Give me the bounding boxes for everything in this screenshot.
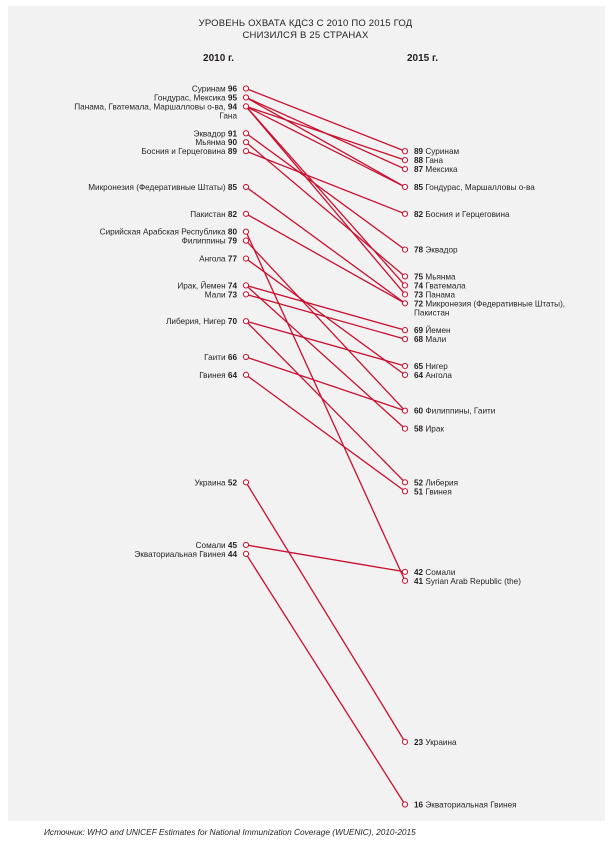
marker-2010 [243,149,248,154]
label-2015: 82 Босния и Герцеговина [414,209,510,219]
column-header-2015: 2015 г. [407,53,438,64]
slope-line [246,482,405,742]
slope-line [246,106,405,187]
label-2010: Панама, Гватемала, Маршалловы о-ва, 94 [74,102,237,112]
marker-2015 [402,337,407,342]
slope-line [246,285,405,330]
label-2015: 52 Либерия [414,478,459,488]
marker-2010 [243,184,248,189]
label-2015: 74 Гватемала [414,281,466,291]
label-2015: 69 Йемен [414,326,451,336]
marker-2015 [402,184,407,189]
marker-2015 [402,328,407,333]
marker-2015 [402,274,407,279]
label-2015: 89 Суринам [414,147,460,157]
marker-2015 [402,489,407,494]
marker-2015 [402,292,407,297]
label-2010: Сомали 45 [195,540,237,550]
marker-2015 [402,363,407,368]
label-2010: Украина 52 [194,478,237,488]
source-text: WHO and UNICEF Estimates for National Immunization Coverage (WUENIC), 2010-2015 [87,827,416,837]
label-2010: Либерия, Нигер 70 [166,317,237,327]
marker-2010 [243,292,248,297]
label-2010: Пакистан 82 [190,209,237,219]
marker-2010 [243,140,248,145]
label-2015: 87 Мексика [414,165,458,175]
marker-2010 [243,86,248,91]
marker-2015 [402,283,407,288]
label-2015: 68 Мали [414,335,447,345]
marker-2015 [402,578,407,583]
marker-2015 [402,426,407,431]
marker-2015 [402,211,407,216]
label-2010: Экваториальная Гвинея 44 [134,549,237,559]
marker-2010 [243,211,248,216]
slope-line [246,321,405,482]
label-2015: 51 Гвинея [414,487,452,497]
label-2010: Микронезия (Федеративные Штаты) 85 [88,182,237,192]
source-label: Источник: [44,827,85,837]
slope-line [246,375,405,491]
labels-layer [74,53,565,810]
marker-2010 [243,283,248,288]
label-2015: Пакистан [414,308,450,318]
slope-line [246,133,405,249]
marker-2015 [402,301,407,306]
marker-2010 [243,372,248,377]
marker-2010 [243,319,248,324]
label-2015: 72 Микронезия (Федеративные Штаты), [414,299,566,309]
label-2010: Ангола 77 [199,254,237,264]
marker-2010 [243,131,248,136]
marker-2010 [243,480,248,485]
label-2015: 64 Ангола [414,370,452,380]
chart-title-line-1: УРОВЕНЬ ОХВАТА КДС3 С 2010 ПО 2015 ГОД [198,18,413,29]
marker-2010 [243,354,248,359]
label-2015: 65 Нигер [414,361,448,371]
label-2010: Мали 73 [204,290,237,300]
marker-2015 [402,739,407,744]
marker-2015 [402,408,407,413]
marker-2010 [243,551,248,556]
marker-2015 [402,166,407,171]
marker-2015 [402,247,407,252]
label-2010: Эквадор 91 [193,129,237,139]
markers-layer [243,86,407,807]
label-2015: 60 Филиппины, Гаити [414,406,496,416]
marker-2010 [243,256,248,261]
marker-2010 [243,229,248,234]
slope-line [246,545,405,572]
marker-2010 [243,238,248,243]
marker-2010 [243,542,248,547]
label-2010: Гана [219,111,237,121]
slope-line [246,142,405,276]
label-2015: 23 Украина [414,737,457,747]
label-2010: Гаити 66 [204,353,237,362]
marker-2015 [402,372,407,377]
slope-line [246,294,405,339]
source-note [44,827,416,837]
slope-line [246,321,405,366]
marker-2015 [402,149,407,154]
label-2015: 78 Эквадор [414,245,458,255]
marker-2010 [243,104,248,109]
label-2015: 16 Экваториальная Гвинея [414,800,517,810]
label-2010: Суринам 96 [191,84,237,94]
label-2010: Босния и Герцеговина 89 [141,147,237,157]
slope-line [246,554,405,805]
label-2015: 88 Гана [414,156,443,166]
label-2010: Гондурас, Мексика 95 [153,93,237,103]
column-header-2010: 2010 г. [203,53,234,64]
label-2010: Филиппины 79 [181,236,237,246]
marker-2015 [402,569,407,574]
label-2015: 75 Мьянма [414,272,456,282]
chart-title-line-2: СНИЗИЛСЯ В 25 СТРАНАХ [242,30,369,41]
marker-2015 [402,802,407,807]
label-2015: 73 Панама [414,290,456,300]
marker-2015 [402,158,407,163]
marker-2010 [243,95,248,100]
label-2010: Гвинея 64 [199,370,237,380]
label-2015: 58 Ирак [414,424,444,434]
label-2015: 42 Сомали [414,567,456,577]
label-2015: 41 Syrian Arab Republic (the) [414,576,521,586]
lines-layer [246,89,405,805]
label-2010: Ирак, Йемен 74 [177,281,237,291]
marker-2015 [402,480,407,485]
label-2010: Сирийская Арабская Республика 80 [99,227,237,237]
slope-line [246,232,405,581]
label-2010: Мьянма 90 [195,138,237,148]
label-2015: 85 Гондурас, Маршалловы о-ва [414,182,535,192]
